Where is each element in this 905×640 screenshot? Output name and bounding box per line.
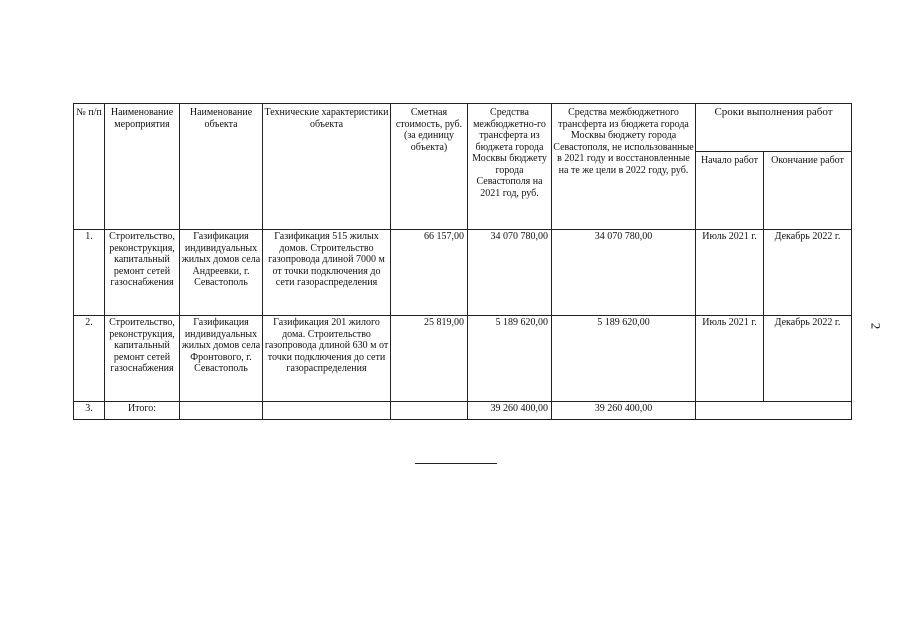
row-funds-2021: 5 189 620,00 [468,316,552,402]
total-funds-2021: 39 260 400,00 [468,402,552,420]
header-event: Наименование мероприятия [105,104,180,230]
row-tech: Газификация 515 жилых домов. Строительство газопровода длиной 7000 м от точки подключения до сети газораспределения [263,230,391,316]
header-num: № п/п [74,104,105,230]
row-event: Строительство, реконструкция, капитальный ремонт сетей газоснабжения [105,316,180,402]
row-funds-2022: 5 189 620,00 [552,316,696,402]
row-object: Газификация индивидуальных жилых домов села Андреевки, г. Севастополь [180,230,263,316]
total-label: Итого: [105,402,180,420]
row-cost: 66 157,00 [391,230,468,316]
header-end: Окончание работ [764,152,852,230]
row-funds-2021: 34 070 780,00 [468,230,552,316]
header-funds-2022: Средства межбюджетного трансферта из бюджета города Москвы бюджету города Севастополя, не использованные в 2021 году и восстановленные на те же цели в 2022 году, руб. [552,104,696,230]
header-cost: Сметная стоимость, руб. (за единицу объекта) [391,104,468,230]
row-end: Декабрь 2022 г. [764,316,852,402]
row-tech: Газификация 201 жилого дома. Строительство газопровода длиной 630 м от точки подключения до сети газораспределения [263,316,391,402]
row-event: Строительство, реконструкция, капитальный ремонт сетей газоснабжения [105,230,180,316]
row-funds-2022: 34 070 780,00 [552,230,696,316]
row-num: 2. [74,316,105,402]
total-empty-cell [180,402,263,420]
table-header-row [74,104,852,152]
header-tech: Технические характеристики объекта [263,104,391,230]
total-empty-cell [263,402,391,420]
row-start: Июль 2021 г. [696,230,764,316]
row-object: Газификация индивидуальных жилых домов села Фронтового, г. Севастополь [180,316,263,402]
table-row [74,316,852,402]
table-total-row [74,402,852,420]
header-funds-2021: Средства межбюджетно-го трансферта из бюджета города Москвы бюджету города Севастополя на 2021 год, руб. [468,104,552,230]
page-number: 2 [868,322,884,330]
header-start: Начало работ [696,152,764,230]
row-num: 1. [74,230,105,316]
row-end: Декабрь 2022 г. [764,230,852,316]
footer-divider [415,463,497,464]
total-num: 3. [74,402,105,420]
total-empty-cell [391,402,468,420]
works-table [73,103,852,420]
total-funds-2022: 39 260 400,00 [552,402,696,420]
table-row [74,230,852,316]
row-cost: 25 819,00 [391,316,468,402]
header-object: Наименование объекта [180,104,263,230]
header-deadlines: Сроки выполнения работ [696,104,852,152]
total-empty-cell [696,402,852,420]
row-start: Июль 2021 г. [696,316,764,402]
